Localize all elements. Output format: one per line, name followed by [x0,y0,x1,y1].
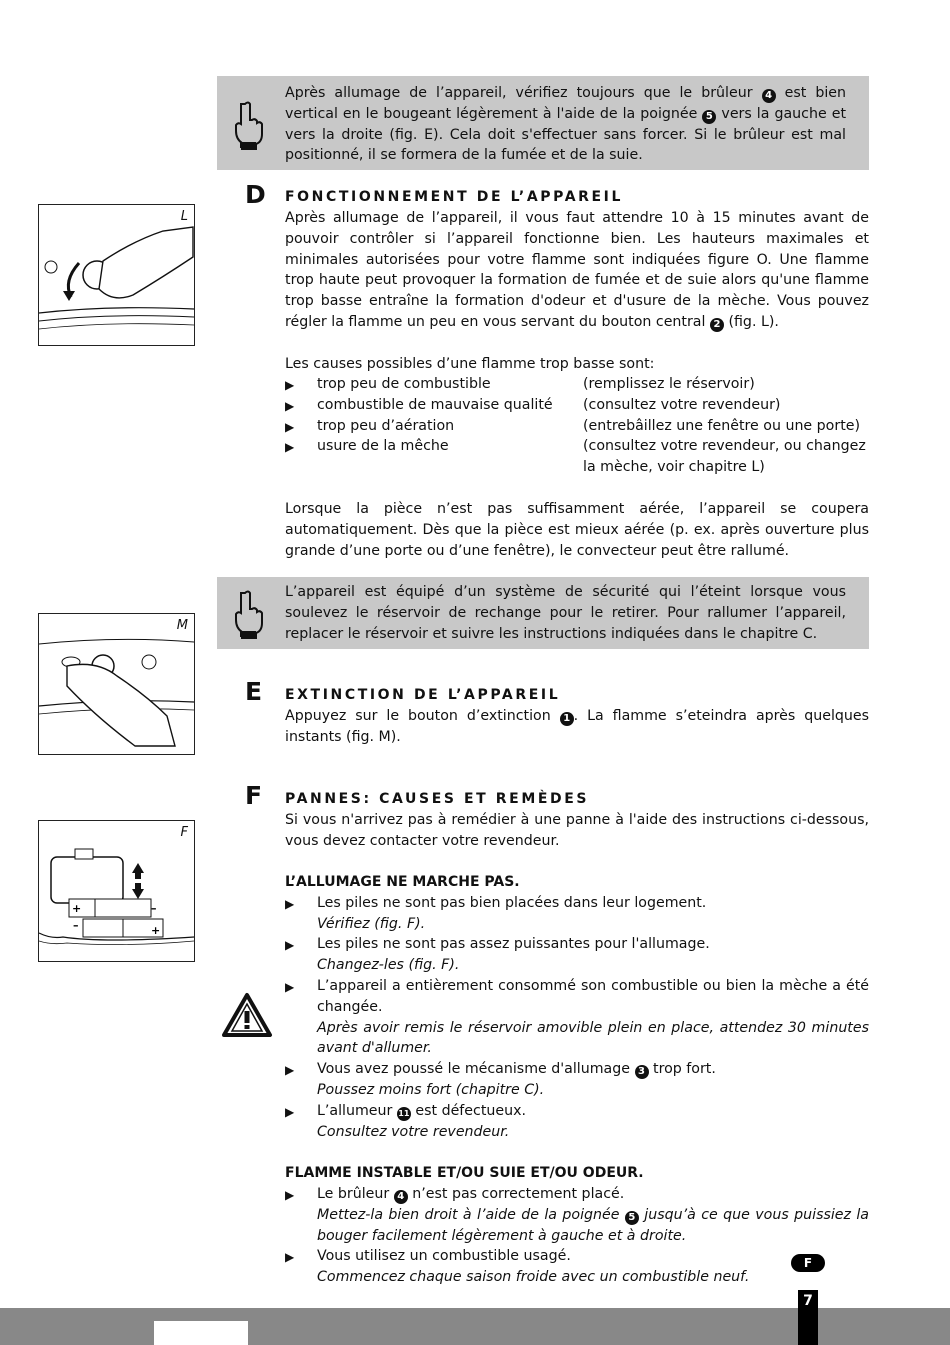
section-e-heading: EXTINCTION DE L’APPAREIL [285,687,561,703]
number-badge: 4 [394,1190,408,1204]
fault-remedy: Commencez chaque saison froide avec un combustible neuf. [317,1269,750,1286]
causes-intro: Les causes possibles d’une flamme trop basse sont: [285,356,655,372]
fault-item [285,976,869,1059]
fault-text: L’allumeur [317,1102,397,1119]
section-f-body [285,872,869,1288]
cause-text: trop peu d’aération [317,417,455,434]
fault-text: Le brûleur [317,1185,394,1202]
cause-remedy: (consultez votre revendeur, ou changez la mèche, voir chapitre L) [583,438,866,476]
cause-item [285,395,583,416]
svg-text:–: – [151,902,157,915]
triangle-bullet-icon: ▶ [285,378,295,392]
section-e-text-b: . La flamme s’eteindra après quelques instants (fig. M). [285,708,870,745]
fault-text: Les piles ne sont pas assez puissantes pour l'allumage. [317,936,710,953]
cause-item [285,416,583,437]
footer-tab [154,1321,248,1345]
cause-remedy: (entrebâillez une fenêtre ou une porte) [583,417,861,434]
fault-item [285,893,869,935]
note-box-1 [217,76,869,170]
fault-remedy: Vérifiez (fig. F). [317,915,426,932]
note-1-text-c: vers la gauche et vers la droite (fig. E). Cela doit s'effectuer sans forcer. Si le brûleur est mal positionné, il se formera de la fumée et de la suie. [285,105,847,164]
svg-text:–: – [73,919,79,932]
note-1-text [285,83,846,166]
triangle-bullet-icon: ▶ [285,979,295,994]
note-1-text-a: Après allumage de l’appareil, vérifiez toujours que le brûleur [285,85,762,101]
fault-remedy-end: jusqu’à ce que vous puissiez la bouger facilement légèrement à gauche et à droite. [317,1206,870,1244]
section-letter-f: F [245,781,263,810]
triangle-bullet-icon: ▶ [285,1250,295,1265]
figure-f-illustration [39,821,194,961]
causes-list [285,374,869,478]
triangle-bullet-icon: ▶ [285,1187,295,1202]
fault-remedy: Mettez-la bien droit à l’aide de la poignée [317,1206,625,1223]
fault-item [285,1246,869,1288]
figure-m-label: M [176,618,188,633]
section-d-paragraph-2: Lorsque la pièce n’est pas suffisamment aérée, l’appareil se coupera automatiquement. Dès que la pièce est mieux aérée (p. ex. après ouverture plus grande d’une porte ou d’une fenêtre), le convecteur peut être rallumé. [285,501,869,559]
cause-text: combustible de mauvaise qualité [317,396,553,413]
figure-f-label: F [180,825,188,840]
section-d-paragraph-1 [285,208,869,333]
cause-remedy: (remplissez le réservoir) [583,376,755,392]
fault-item [285,934,869,976]
note-1-text-b: est bien vertical en le bougeant légèrement à l'aide de la poignée [285,85,846,122]
fault-text: Les piles ne sont pas bien placées dans leur logement. [317,894,707,911]
triangle-bullet-icon: ▶ [285,896,295,911]
number-badge: 3 [635,1065,649,1079]
number-badge: 5 [625,1211,639,1225]
section-letter-e: E [245,677,263,706]
fault-text-end: n’est pas correctement placé. [407,1185,625,1202]
subheading-flame: FLAMME INSTABLE ET/OU SUIE ET/OU ODEUR. [285,1165,644,1182]
triangle-bullet-icon: ▶ [285,938,295,953]
figure-l-label: L [180,209,188,224]
number-badge: 2 [710,318,724,332]
cause-text: usure de la mêche [317,438,449,455]
number-badge: 1 [560,712,574,726]
fault-text-end: est défectueux. [410,1102,527,1119]
figure-l [38,204,195,346]
triangle-bullet-icon: ▶ [285,440,295,455]
section-d-heading: FONCTIONNEMENT DE L’APPAREIL [285,189,624,205]
fault-text-end: trop fort. [648,1061,716,1078]
section-e-text-a: Appuyez sur le bouton d’extinction [285,708,560,724]
fault-item [285,1101,869,1143]
language-badge: F [791,1254,825,1272]
note-box-2 [217,577,869,649]
triangle-bullet-icon: ▶ [285,419,295,434]
cause-remedy: (consultez votre revendeur) [583,396,781,413]
cause-item [285,374,583,395]
triangle-bullet-icon: ▶ [285,1104,295,1119]
section-e-text [285,706,869,748]
fault-remedy: Poussez moins fort (chapitre C). [317,1081,545,1098]
fault-text: Vous avez poussé le mécanisme d'allumage [317,1061,635,1078]
cause-text: trop peu de combustible [317,376,491,392]
pointing-hand-icon [231,589,265,639]
svg-text:+: + [72,902,82,915]
triangle-bullet-icon: ▶ [285,398,295,413]
figure-l-illustration [39,205,194,345]
number-badge: 4 [762,89,776,103]
fault-remedy: Après avoir remis le réservoir amovible plein en place, attendez 30 minutes avant d'allumer. [317,1019,869,1057]
number-badge: 11 [397,1107,411,1121]
cause-item [285,436,583,478]
figure-m-illustration [39,614,194,754]
section-d-paragraph-1-end: (fig. L). [723,313,779,330]
figure-f [38,820,195,962]
section-f-intro: Si vous n'arrivez pas à remédier à une panne à l'aide des instructions ci-dessous, vous devez contacter votre revendeur. [285,812,869,849]
warning-triangle-icon [221,992,273,1038]
subheading-ignition: L’ALLUMAGE NE MARCHE PAS. [285,874,520,890]
svg-text:+: + [151,924,161,937]
triangle-bullet-icon: ▶ [285,1063,295,1078]
note-2-text: L’appareil est équipé d’un système de sécurité qui l’éteint lorsque vous soulevez le réservoir de rechange pour le retirer. Pour rallumer l’appareil, replacer le réservoir et suivre les instructions indiquées dans le chapitre C. [285,584,846,642]
section-d-paragraph-1-text: Après allumage de l’appareil, il vous faut attendre 10 à 15 minutes avant de pouvoir contrôler si l’appareil fonctionne bien. Les hauteurs maximales et minimales autorisées pour votre flamme sont indiquées figure O. Une flamme trop haute peut provoquer la formation de fumée et de suie alors qu'une flamme trop basse entraîne la formation d'odeur et d'usure de la mèche. Vous pouvez régler la flamme un peu en vous servant du bouton central [285,210,869,330]
section-letter-d: D [245,180,266,209]
fault-remedy: Consultez votre revendeur. [317,1123,510,1140]
section-f-heading: PANNES: CAUSES ET REMÈDES [285,791,590,807]
figure-m [38,613,195,755]
page-number: 7 [798,1290,818,1345]
fault-text: L’appareil a entièrement consommé son combustible ou bien la mèche a été changée. [317,977,869,1015]
fault-text: Vous utilisez un combustible usagé. [317,1248,571,1265]
number-badge: 5 [702,110,716,124]
fault-item [285,1184,869,1246]
pointing-hand-icon [231,100,265,150]
fault-item [285,1059,869,1101]
fault-remedy: Changez-les (fig. F). [317,957,460,974]
